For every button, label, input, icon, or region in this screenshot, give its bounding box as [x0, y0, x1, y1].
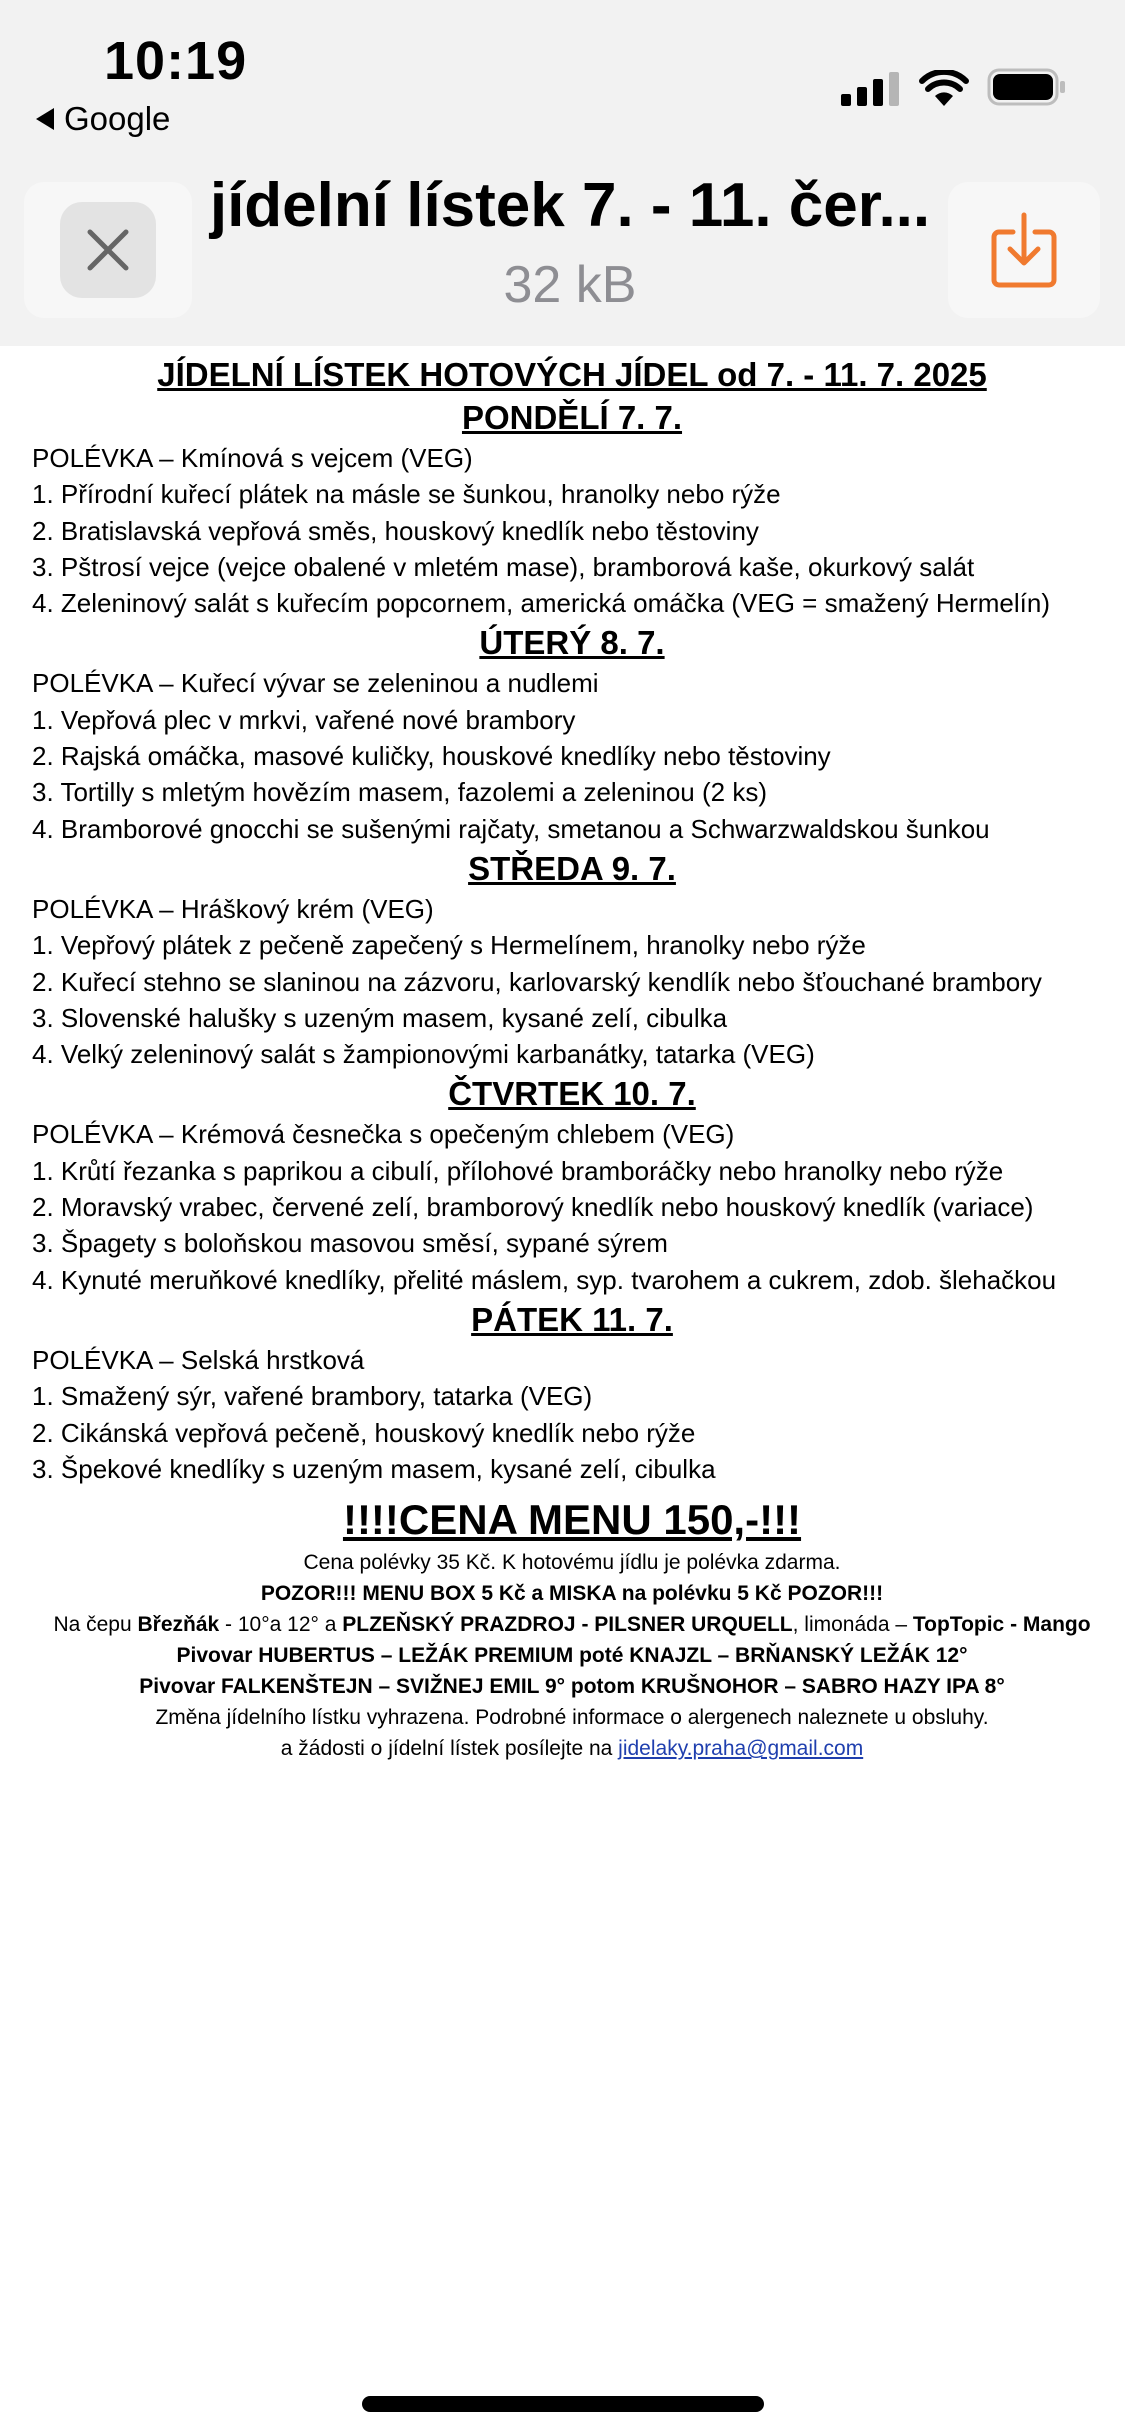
- dish-line: 1. Vepřová plec v mrkvi, vařené nové brambory: [32, 704, 576, 735]
- day-section-friday: [32, 1298, 1112, 1487]
- dish-line: 1. Krůtí řezanka s paprikou a cibulí, přílohové bramboráčky nebo hranolky nebo rýže: [32, 1155, 1004, 1186]
- contact-prefix: a žádosti o jídelní lístek posílejte na: [280, 1737, 619, 1761]
- dish-line: 2. Bratislavská vepřová směs, houskový knedlík nebo těstoviny: [32, 515, 759, 546]
- dish-line: 3. Pštrosí vejce (vejce obalené v mletém mase), bramborová kaše, okurkový salát: [32, 551, 975, 582]
- dish-line: 3. Špagety s boloňskou masovou směsí, sypané sýrem: [32, 1228, 668, 1259]
- dish-line: 4. Zeleninový salát s kuřecím popcornem, americká omáčka (VEG = smažený Hermelín): [32, 588, 1050, 619]
- soup-line: POLÉVKA – Hráškový krém (VEG): [32, 893, 434, 924]
- dish-line: 3. Špekové knedlíky s uzeným masem, kysané zelí, cibulka: [32, 1453, 716, 1484]
- box-notice: POZOR!!! MENU BOX 5 Kč a MISKA na polévku 5 Kč POZOR!!!: [260, 1582, 884, 1606]
- status-icons: [841, 68, 1067, 106]
- dish-line: 2. Kuřecí stehno se slaninou na zázvoru, karlovarský kendlík nebo šťouchané brambory: [32, 966, 1042, 997]
- file-title: jídelní lístek 7. - 11. čer...: [209, 171, 931, 240]
- brewery-line-2: Pivovar FALKENŠTEJN – SVIŽNEJ EMIL 9° potom KRUŠNOHOR – SABRO HAZY IPA 8°: [139, 1675, 1005, 1699]
- home-indicator[interactable]: [362, 2396, 764, 2412]
- dish-line: 2. Rajská omáčka, masové kuličky, houskové knedlíky nebo těstoviny: [32, 741, 831, 772]
- soup-line: POLÉVKA – Kuřecí vývar se zeleninou a nudlemi: [32, 668, 599, 699]
- soup-price-note: Cena polévky 35 Kč. K hotovému jídlu je polévka zdarma.: [303, 1551, 841, 1575]
- soup-line: POLÉVKA – Selská hrstková: [32, 1344, 365, 1375]
- day-section-thursday: [32, 1072, 1112, 1297]
- menu-price: !!!!CENA MENU 150,-!!!: [342, 1496, 802, 1544]
- day-section-monday: [32, 396, 1112, 621]
- day-heading: PONDĚLÍ 7. 7.: [461, 399, 683, 436]
- status-time: 10:19: [104, 31, 248, 91]
- day-heading: STŘEDA 9. 7.: [468, 849, 676, 887]
- battery-icon: [987, 68, 1067, 106]
- contact-email-link[interactable]: jidelaky.praha@gmail.com: [618, 1737, 864, 1761]
- dish-line: 1. Vepřový plátek z pečeně zapečený s Hermelínem, hranolky nebo rýže: [32, 930, 866, 961]
- day-heading: PÁTEK 11. 7.: [471, 1300, 673, 1338]
- cellular-signal-icon: [841, 72, 901, 106]
- day-heading: ÚTERÝ 8. 7.: [479, 624, 665, 662]
- viewer-header: [0, 0, 1125, 346]
- dish-line: 4. Kynuté meruňkové knedlíky, přelité máslem, syp. tvarohem a cukrem, zdob. šlehačkou: [32, 1264, 1057, 1295]
- dish-line: 4. Velký zeleninový salát s žampionovými karbanátky, tatarka (VEG): [32, 1039, 815, 1070]
- back-app-label: Google: [64, 100, 171, 137]
- contact-line: [32, 1733, 1112, 1764]
- dish-line: 1. Přírodní kuřecí plátek na másle se šunkou, hranolky nebo rýže: [32, 479, 781, 510]
- download-icon: [991, 212, 1057, 288]
- close-button[interactable]: [24, 182, 192, 318]
- close-button-bg: [60, 202, 156, 298]
- dish-line: 1. Smažený sýr, vařené brambory, tatarka (VEG): [32, 1381, 593, 1412]
- dish-line: 4. Bramborové gnocchi se sušenými rajčaty, smetanou a Schwarzwaldskou šunkou: [32, 813, 990, 844]
- dish-line: 2. Cikánská vepřová pečeně, houskový knedlík nebo rýže: [32, 1417, 696, 1448]
- wifi-icon: [919, 70, 969, 106]
- soup-line: POLÉVKA – Krémová česnečka s opečeným chlebem (VEG): [32, 1119, 735, 1150]
- tap-mid-2: , limonáda –: [792, 1613, 913, 1637]
- file-size: 32 kB: [503, 256, 637, 314]
- dish-line: 3. Slovenské halušky s uzeným masem, kysané zelí, cibulka: [32, 1002, 728, 1033]
- tap-brand-toptopic: TopTopic - Mango: [912, 1613, 1091, 1637]
- tap-beers-line: [32, 1609, 1112, 1640]
- pdf-document: [32, 352, 1112, 1764]
- dish-line: 2. Moravský vrabec, červené zelí, bramborový knedlík nebo houskový knedlík (variace): [32, 1192, 1034, 1223]
- day-heading: ČTVRTEK 10. 7.: [448, 1075, 696, 1113]
- menu-title: JÍDELNÍ LÍSTEK HOTOVÝCH JÍDEL od 7. - 11. 7. 2025: [157, 356, 987, 393]
- close-icon: [86, 228, 130, 272]
- tap-prefix: Na čepu: [53, 1613, 138, 1637]
- back-to-app-link[interactable]: [36, 100, 170, 138]
- download-button[interactable]: [948, 182, 1100, 318]
- dish-line: 3. Tortilly s mletým hovězím masem, fazolemi a zeleninou (2 ks): [32, 777, 767, 808]
- day-section-wednesday: [32, 847, 1112, 1072]
- day-section-tuesday: [32, 621, 1112, 846]
- tap-mid-1: - 10°a 12° a: [219, 1613, 343, 1637]
- back-triangle-icon: [36, 108, 54, 130]
- soup-line: POLÉVKA – Kmínová s vejcem (VEG): [32, 443, 473, 473]
- tap-brand-breznak: Březňák: [137, 1613, 220, 1637]
- disclaimer: Změna jídelního lístku vyhrazena. Podrobné informace o alergenech naleznete u obsluhy.: [155, 1706, 989, 1730]
- tap-brand-pilsner: PLZEŇSKÝ PRAZDROJ - PILSNER URQUELL: [342, 1613, 793, 1637]
- brewery-line-1: Pivovar HUBERTUS – LEŽÁK PREMIUM poté KNAJZL – BRŇANSKÝ LEŽÁK 12°: [176, 1644, 968, 1668]
